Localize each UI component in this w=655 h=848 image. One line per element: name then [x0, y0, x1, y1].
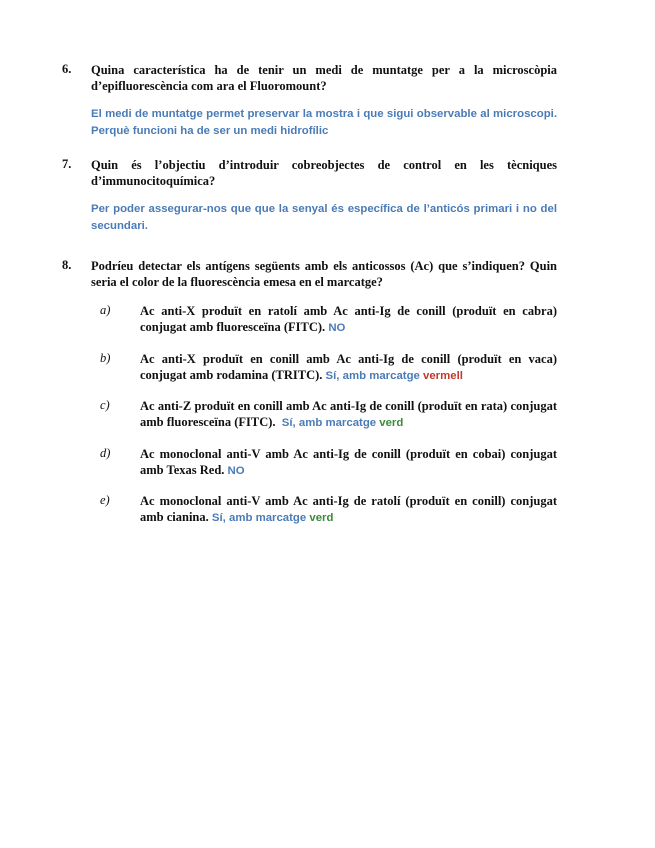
subquestion-text — [140, 446, 557, 479]
subquestion-text — [140, 303, 557, 336]
question-text: Podríeu detectar els antígens següents amb els anticossos (Ac) que s’indiquen? Quin seria el color de la fluorescència emesa en el marcatge? — [91, 259, 557, 289]
question-number: 7. — [62, 157, 72, 171]
subquestion-text — [140, 351, 557, 384]
subquestion-statement: Ac monoclonal anti-V amb Ac anti-Ig de conill (produït en cobai) conjugat amb Texas Red. — [140, 447, 557, 477]
answer-text: El medi de muntatge permet preservar la mostra i que sigui observable al microscopi. Perquè funcioni ha de ser un medi hidrofílic — [91, 108, 557, 137]
subquestion-e — [62, 493, 557, 526]
subquestion-letter: d) — [100, 446, 111, 460]
question-6 — [62, 62, 557, 139]
question-8 — [62, 258, 557, 290]
subquestion-statement: Ac anti-X produït en ratolí amb Ac anti-Ig de conill (produït en cabra) conjugat amb fluoresceïna (FITC). — [140, 304, 557, 334]
subquestion-a — [62, 303, 557, 336]
question-text: Quina característica ha de tenir un medi de muntatge per a la microscòpia d’epifluorescència com ara el Fluoromount? — [91, 63, 557, 93]
subquestion-letter: a) — [100, 303, 111, 317]
subquestion-c — [62, 398, 557, 431]
subquestion-statement: Ac anti-Z produït en conill amb Ac anti-Ig de conill (produït en rata) conjugat amb fluoresceïna (FITC). — [140, 399, 557, 429]
subquestion-d — [62, 446, 557, 479]
question-text: Quin és l’objectiu d’introduir cobreobjectes de control en les tècniques d’immunocitoquímica? — [91, 158, 557, 188]
subquestion-statement: Ac anti-X produït en conill amb Ac anti-Ig de conill (produït en vaca) conjugat amb rodamina (TRITC). — [140, 352, 557, 382]
answer-color-word: vermell — [423, 370, 463, 382]
subquestion-statement: Ac monoclonal anti-V amb Ac anti-Ig de ratolí (produït en conill) conjugat amb cianina. — [140, 494, 557, 524]
answer-color-word: verd — [309, 512, 334, 524]
subquestion-text — [140, 493, 557, 526]
answer-text: Sí, amb marcatge — [281, 417, 377, 429]
subquestion-b — [62, 351, 557, 384]
question-number: 6. — [62, 62, 72, 76]
answer-color-word: verd — [379, 417, 404, 429]
answer-text: Per poder assegurar-nos que que la senyal és específica de l’anticós primari i no del secundari. — [91, 203, 557, 232]
answer-text: Sí, amb marcatge — [211, 512, 307, 524]
answer-text: NO — [328, 322, 346, 334]
question-7 — [62, 157, 557, 234]
subquestion-letter: c) — [100, 398, 110, 412]
question-number: 8. — [62, 258, 72, 272]
subquestion-text — [140, 398, 557, 431]
subquestion-letter: b) — [100, 351, 111, 365]
subquestion-letter: e) — [100, 493, 110, 507]
answer-text: NO — [227, 465, 245, 477]
answer-text: Sí, amb marcatge — [325, 370, 420, 382]
